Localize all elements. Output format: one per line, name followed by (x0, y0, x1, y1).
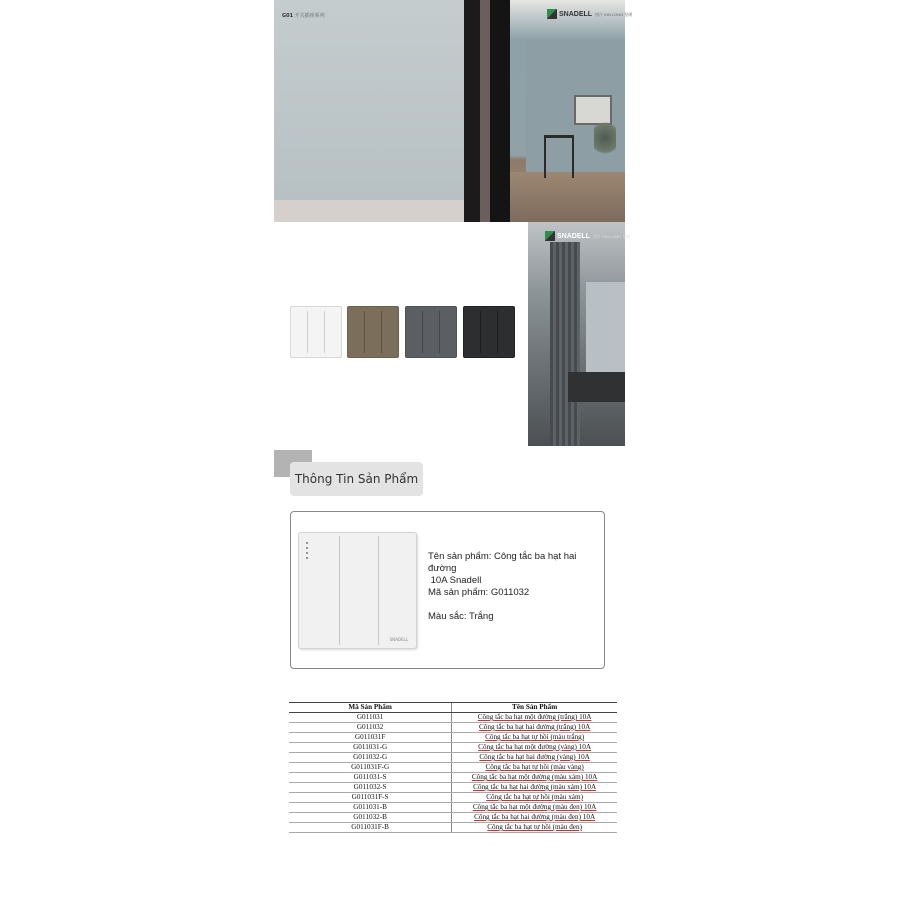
switch-variant-black (463, 306, 515, 358)
table-row (289, 713, 617, 723)
cell-name (452, 783, 617, 793)
cell-name-text: Công tắc ba hạt hai đường (màu xám) 10A (473, 783, 597, 791)
switch-variant-gold (347, 306, 399, 358)
switch-variant-white (290, 306, 342, 358)
product-switch-image (298, 532, 417, 649)
cell-code: G011031-G (289, 743, 452, 753)
section-heading: Thông Tin Sản Phẩm (290, 462, 423, 496)
cell-name (452, 793, 617, 803)
cell-name (452, 733, 617, 743)
table-row (289, 743, 617, 753)
product-name-line2: 10A Snadell (428, 575, 482, 586)
cell-name-text: Công tắc ba hạt hai đường (vàng) 10A (479, 753, 590, 761)
brand-name: SNADELL (559, 10, 593, 18)
table-row (289, 793, 617, 803)
cell-name (452, 723, 617, 733)
cell-code: G011032-S (289, 783, 452, 793)
table-row (289, 773, 617, 783)
product-name (428, 551, 606, 587)
cell-name-text: Công tắc ba hạt hai đường (màu đen) 10A (474, 813, 596, 821)
product-code-table (289, 703, 617, 833)
cell-name (452, 713, 617, 723)
cell-code: G011031 (289, 713, 452, 723)
cell-name-text: Công tắc ba hạt tự hồi (màu đen) (487, 823, 582, 831)
cell-name (452, 743, 617, 753)
table-row (289, 723, 617, 733)
switch-variant-grey (405, 306, 457, 358)
table-row (289, 733, 617, 743)
brand-name: SNADELL (557, 232, 591, 240)
header-name: Tên Sản Phẩm (452, 703, 617, 713)
cell-name (452, 753, 617, 763)
table-row (289, 813, 617, 823)
product-code: Mã sản phẩm: G011032 (428, 587, 530, 598)
cell-code: G011032-B (289, 813, 452, 823)
table-row (289, 783, 617, 793)
cell-name (452, 773, 617, 783)
cell-name (452, 803, 617, 813)
snadell-logo-icon (545, 231, 555, 241)
cell-name-text: Công tắc ba hạt một đường (màu đen) 10A (472, 803, 597, 811)
table-body (289, 713, 617, 833)
table-row (289, 763, 617, 773)
cell-name-text: Công tắc ba hạt một đường (trắng) 10A (477, 713, 592, 721)
cell-code: G011031-S (289, 773, 452, 783)
cell-name-text: Công tắc ba hạt một đường (vàng) 10A (478, 743, 592, 751)
cell-code: G011031F-G (289, 763, 452, 773)
living-room-photo (528, 222, 625, 446)
cell-name (452, 813, 617, 823)
cell-code: G011031F-B (289, 823, 452, 833)
snadell-logo-icon (547, 9, 557, 19)
cell-code: G011031F-S (289, 793, 452, 803)
hero-interior-photo (274, 0, 625, 222)
cell-code: G011031F (289, 733, 452, 743)
table-row (289, 753, 617, 763)
brand-sub: 图片 KIN LONG 坚朗 (593, 233, 631, 239)
cell-name-text: Công tắc ba hạt tự hồi (màu vàng) (485, 763, 584, 771)
header-code: Mã Sản Phẩm (289, 703, 452, 713)
table-row (289, 823, 617, 833)
cell-code: G011032-G (289, 753, 452, 763)
product-name-line1: Tên sản phẩm: Công tắc ba hạt hai đường (428, 551, 577, 574)
cell-name-text: Công tắc ba hạt tự hồi (màu xám) (486, 793, 583, 801)
cell-name-text: Công tắc ba hạt tự hồi (màu trắng) (485, 733, 585, 741)
table-row (289, 803, 617, 813)
brand-sub: 图片 KIN LONG 坚朗 (595, 11, 633, 17)
series-code: G01 (282, 13, 294, 19)
table-header-row (289, 703, 617, 713)
series-name: 开关插座系列 (294, 13, 325, 19)
series-tag (282, 12, 325, 19)
cell-name (452, 763, 617, 773)
brand-logo-secondary (545, 231, 630, 241)
cell-code: G011031-B (289, 803, 452, 813)
cell-name-text: Công tắc ba hạt hai đường (trắng) 10A (478, 723, 591, 731)
indicator-dots (306, 542, 309, 562)
switch-brand-label: SNADELL (389, 637, 408, 642)
cell-name-text: Công tắc ba hạt một đường (màu xám) 10A (471, 773, 598, 781)
cell-name (452, 823, 617, 833)
cell-code: G011032 (289, 723, 452, 733)
product-color: Màu sắc: Trắng (428, 611, 494, 622)
brand-logo (547, 9, 632, 19)
